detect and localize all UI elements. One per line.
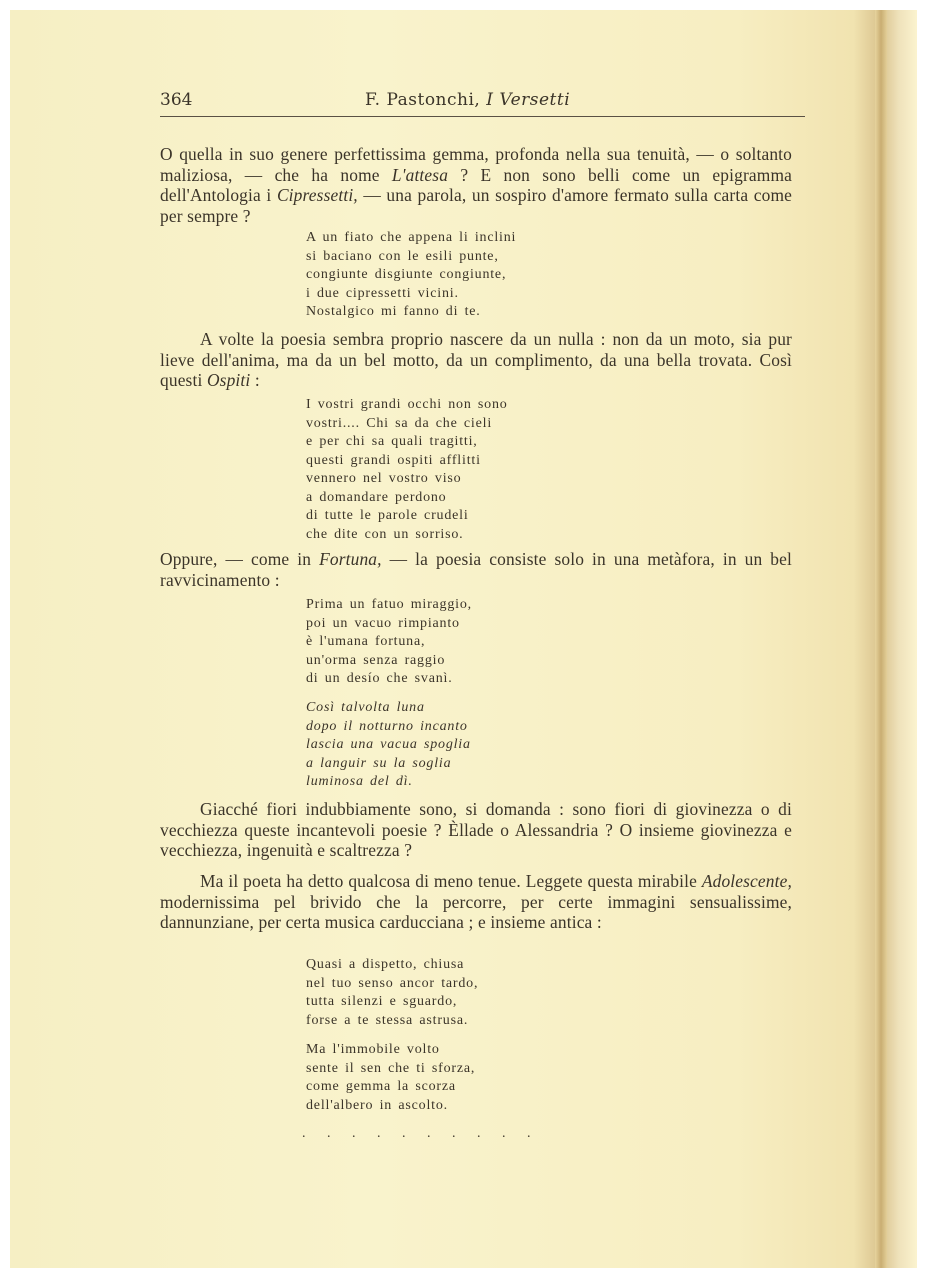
verse-line: congiunte disgiunte congiunte, [306,267,507,282]
verse-line: un'orma senza raggio [306,652,446,668]
verse-line: tutta silenzi e sguardo, [306,994,458,1009]
title-cipressetti: Cipressetti, [276,185,358,205]
paragraph-1-text-c: — una parola, un sospiro d'amore fermato sulla carta come per sempre ? [160,185,793,226]
paragraph-1 [160,144,792,226]
verse-line: a languir su la soglia [306,755,452,771]
verse-line: è l'umana fortuna, [306,634,426,649]
paragraph-2-text-b: : [250,370,260,390]
verse-line: luminosa del dì. [306,774,413,789]
paragraph-5-text-b: modernissima pel brivido che la percorre, per certe immagini sensualissime, dannunziane, per certa musica carducciana ; e insieme antica : [160,891,792,932]
verse-line: a domandare perdono [306,489,447,505]
verse-line: sente il sen che ti sforza, [306,1060,476,1076]
poem-fortuna-stanza-2 [306,699,471,792]
poem-fortuna-stanza-1 [306,596,472,689]
verse-line: e per chi sa quali tragitti, [306,434,478,449]
poem-adolescente-stanza-1 [306,956,478,1030]
title-lattesa: L'attesa [391,164,449,185]
poem-cipressetti [306,229,516,322]
verse-line: di tutte le parole crudeli [306,508,469,523]
verse-line: forse a te stessa astrusa. [306,1012,469,1028]
verse-line: questi grandi ospiti afflitti [306,452,481,468]
verse-line: poi un vacuo rimpianto [306,615,460,631]
verse-line: A un fiato che appena li inclini [306,230,517,245]
header-author: F. Pastonchi, [365,90,481,110]
verse-line: Così talvolta luna [306,700,425,715]
paragraph-3-text-a: Oppure, — come in [160,549,320,569]
page-number: 364 [160,90,193,110]
paragraph-4 [160,799,792,861]
paragraph-2-text-a: A volte la poesia sembra proprio nascere da un nulla : non da un moto, sia pur lieve dell'anima, ma da un bel motto, da un complimento, da una bella trovata. Così questi [160,329,792,390]
paragraph-3 [160,549,792,590]
poem-ospiti [306,396,508,544]
title-ospiti: Ospiti [206,370,251,390]
poem-adolescente-stanza-2 [306,1041,475,1115]
ellipsis-row: . . . . . . . . . . [302,1126,540,1141]
verse-line: Ma l'immobile volto [306,1042,440,1057]
verse-line: che dite con un sorriso. [306,526,464,542]
paragraph-5-text-a: Ma il poeta ha detto qualcosa di meno tenue. Leggete questa mirabile [200,871,702,891]
title-adolescente: Adolescente, [701,871,792,891]
paragraph-2 [160,329,792,391]
verse-line: dopo il notturno incanto [306,718,468,734]
page-gutter-fold [875,10,887,1268]
verse-line: si baciano con le esili punte, [306,248,499,264]
verse-line: Nostalgico mi fanno di te. [306,304,481,319]
paragraph-1-text-a: O quella in suo genere perfettissima gemma, profonda nella sua tenuità, — o soltanto maliziosa, — che ha nome [160,144,792,185]
verse-line: vostri.... Chi sa da che cieli [306,415,493,431]
paragraph-4-text: Giacché fiori indubbiamente sono, si domanda : sono fiori di giovinezza o di vecchiezza queste incantevoli poesie ? Èllade o Alessandria ? O insieme giovinezza e vecchiezza, ingenuità e scaltrezza ? [160,799,792,860]
verse-line: dell'albero in ascolto. [306,1097,448,1113]
verse-line: di un desío che svanì. [306,671,453,686]
title-fortuna: Fortuna, [319,549,382,569]
verse-line: lascia una vacua spoglia [306,737,471,752]
header-author-title [365,90,570,110]
paragraph-5 [160,871,792,933]
verse-line: I vostri grandi occhi non sono [306,397,508,412]
running-head [160,88,805,117]
verse-line: Quasi a dispetto, chiusa [306,957,465,972]
paragraph-3-text-b: — la poesia consiste solo in una metàfora, in un bel ravvicinamento : [160,549,793,590]
verse-line: vennero nel vostro viso [306,471,462,486]
verse-line: Prima un fatuo miraggio, [306,597,472,612]
verse-line: nel tuo senso ancor tardo, [306,975,479,991]
paragraph-1-text-b: ? E non sono belli come un epigramma dell'Antologia i [160,164,792,205]
verse-line: come gemma la scorza [306,1079,456,1094]
header-book-title: I Versetti [486,90,571,110]
verse-line: i due cipressetti vicini. [306,285,459,301]
